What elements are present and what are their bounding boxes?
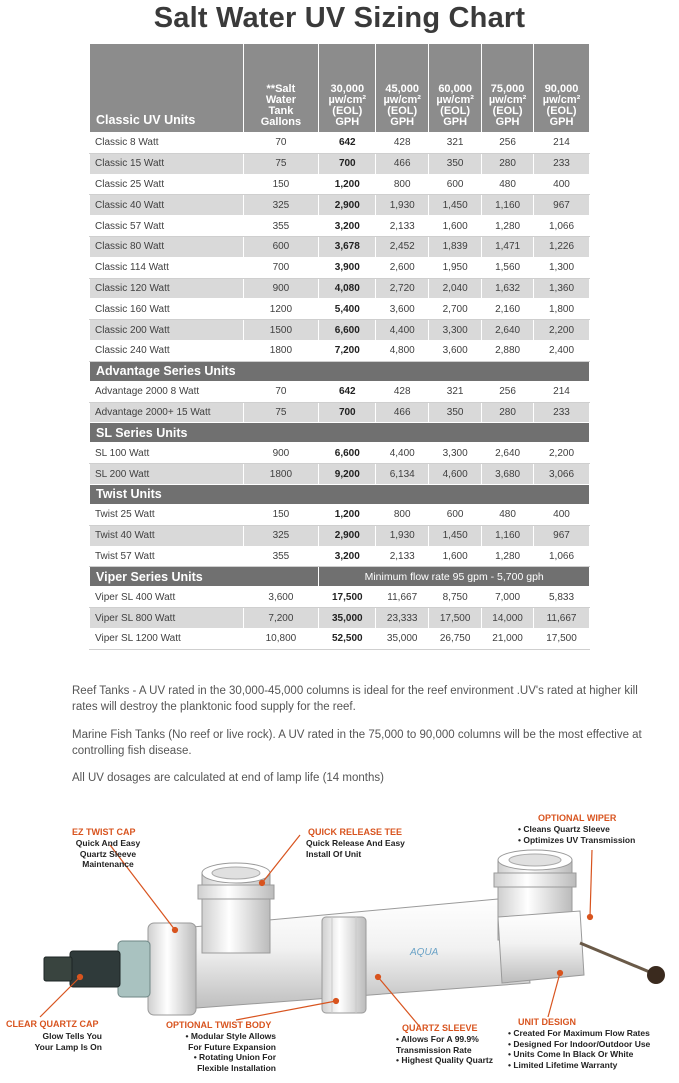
value-cell: 1,280	[482, 216, 534, 237]
value-cell: 1,200	[319, 504, 376, 525]
value-cell: 3,600	[376, 299, 429, 320]
value-cell: 4,400	[376, 443, 429, 464]
header-line: GPH	[335, 116, 360, 128]
value-cell: 9,200	[319, 464, 376, 485]
header-col-2	[319, 44, 376, 133]
value-cell: 900	[243, 443, 319, 464]
value-cell: 700	[243, 257, 319, 278]
value-cell: 21,000	[482, 628, 534, 649]
callout-line: Quick And Easy	[75, 838, 141, 848]
value-cell: 14,000	[482, 608, 534, 629]
value-cell: 4,080	[319, 278, 376, 299]
header-line: Water	[265, 94, 296, 106]
header-line: (EOL)	[332, 105, 363, 117]
clear-quartz-cap-text	[2, 1031, 102, 1052]
table-row	[90, 587, 590, 608]
value-cell: 214	[534, 133, 590, 154]
value-cell: 4,600	[429, 464, 482, 485]
header-col-3	[376, 44, 429, 133]
callout-line: • Rotating Union For	[193, 1052, 276, 1062]
section-label: Advantage Series Units	[90, 361, 590, 381]
value-cell: 1,930	[376, 525, 429, 546]
header-line: 90,000	[544, 83, 579, 95]
value-cell: 1,360	[534, 278, 590, 299]
clear-quartz-cap-title: CLEAR QUARTZ CAP	[6, 1019, 99, 1029]
value-cell: 642	[319, 133, 376, 154]
unit-name-cell: Advantage 2000+ 15 Watt	[90, 402, 244, 423]
uv-sizing-table	[89, 43, 590, 650]
table-row	[90, 402, 590, 423]
header-line: Tank	[268, 105, 294, 117]
value-cell: 700	[319, 153, 376, 174]
callout-line: • Modular Style Allows	[185, 1031, 276, 1041]
callout-line: Glow Tells You	[42, 1031, 102, 1041]
value-cell: 428	[376, 133, 429, 154]
value-cell: 1,600	[429, 546, 482, 567]
value-cell: 600	[243, 236, 319, 257]
value-cell: 8,750	[429, 587, 482, 608]
table-row	[90, 525, 590, 546]
value-cell: 5,833	[534, 587, 590, 608]
table-row	[90, 236, 590, 257]
value-cell: 1,471	[482, 236, 534, 257]
value-cell: 1,450	[429, 195, 482, 216]
header-line: (EOL)	[546, 105, 577, 117]
value-cell: 2,200	[534, 443, 590, 464]
table-row	[90, 340, 590, 361]
value-cell: 7,200	[243, 608, 319, 629]
value-cell: 967	[534, 195, 590, 216]
value-cell: 233	[534, 153, 590, 174]
value-cell: 355	[243, 546, 319, 567]
value-cell: 75	[243, 402, 319, 423]
optional-wiper-text	[518, 824, 635, 845]
callout-line: For Future Expansion	[188, 1041, 276, 1052]
value-cell: 11,667	[534, 608, 590, 629]
chart-title: Salt Water UV Sizing Chart	[153, 2, 526, 34]
section-label: Viper Series Units	[90, 567, 319, 587]
value-cell: 7,200	[319, 340, 376, 361]
value-cell: 3,680	[482, 464, 534, 485]
value-cell: 1,200	[319, 174, 376, 195]
section-label: Twist Units	[90, 484, 590, 504]
value-cell: 17,500	[319, 587, 376, 608]
clear-quartz-cap	[118, 941, 150, 997]
quick-release-tee-text	[306, 838, 405, 859]
optional-twist-body-title: OPTIONAL TWIST BODY	[166, 1020, 272, 1030]
unit-name-cell: Advantage 2000 8 Watt	[90, 381, 244, 402]
value-cell: 1800	[243, 464, 319, 485]
callout-line: Maintenance	[82, 859, 134, 869]
section-header-row	[90, 423, 590, 443]
value-cell: 1,066	[534, 216, 590, 237]
value-cell: 3,900	[319, 257, 376, 278]
value-cell: 280	[482, 153, 534, 174]
value-cell: 350	[429, 153, 482, 174]
value-cell: 6,600	[319, 443, 376, 464]
table-row	[90, 299, 590, 320]
callout-line: • Allows For A 99.9%	[396, 1034, 479, 1044]
value-cell: 1,226	[534, 236, 590, 257]
value-cell: 400	[534, 174, 590, 195]
value-cell: 1,300	[534, 257, 590, 278]
value-cell: 4,400	[376, 320, 429, 341]
value-cell: 2,900	[319, 195, 376, 216]
value-cell: 480	[482, 174, 534, 195]
section-header-row	[90, 567, 590, 587]
value-cell: 480	[482, 504, 534, 525]
callout-line: Quartz Sleeve	[79, 848, 137, 859]
header-col-6	[534, 44, 590, 133]
unit-name-cell: Classic 240 Watt	[90, 340, 244, 361]
callout-line: Transmission Rate	[396, 1044, 472, 1055]
value-cell: 642	[319, 381, 376, 402]
value-cell: 26,750	[429, 628, 482, 649]
unit-name-cell: Classic 57 Watt	[90, 216, 244, 237]
value-cell: 23,333	[376, 608, 429, 629]
value-cell: 2,040	[429, 278, 482, 299]
callout-line: Your Lamp Is On	[34, 1041, 102, 1052]
value-cell: 2,640	[482, 320, 534, 341]
value-cell: 6,600	[319, 320, 376, 341]
value-cell: 1,632	[482, 278, 534, 299]
value-cell: 400	[534, 504, 590, 525]
table-row	[90, 320, 590, 341]
value-cell: 350	[429, 402, 482, 423]
dosage-note: All UV dosages are calculated at end of lamp life (14 months)	[72, 772, 384, 784]
value-cell: 256	[482, 133, 534, 154]
unit-name-cell: Viper SL 1200 Watt	[90, 628, 244, 649]
value-cell: 3,300	[429, 443, 482, 464]
header-line: Gallons	[260, 116, 302, 128]
callout-line: • Created For Maximum Flow Rates	[508, 1028, 650, 1038]
value-cell: 6,134	[376, 464, 429, 485]
table-row	[90, 464, 590, 485]
unit-name-cell: Classic 80 Watt	[90, 236, 244, 257]
header-line: µw/cm²	[436, 94, 474, 106]
callout-line: Quick Release And Easy	[306, 838, 405, 848]
value-cell: 2,452	[376, 236, 429, 257]
table-header-row	[90, 44, 590, 133]
table-row	[90, 443, 590, 464]
value-cell: 325	[243, 525, 319, 546]
header-line: µw/cm²	[542, 94, 581, 106]
value-cell: 2,640	[482, 443, 534, 464]
header-line: 30,000	[330, 83, 365, 95]
optional-wiper-title: OPTIONAL WIPER	[538, 813, 617, 823]
value-cell: 2,400	[534, 340, 590, 361]
table-body	[90, 133, 590, 650]
header-col-1	[243, 44, 319, 133]
unit-name-cell: Classic 15 Watt	[90, 153, 244, 174]
table-row	[90, 608, 590, 629]
value-cell: 2,200	[534, 320, 590, 341]
value-cell: 7,000	[482, 587, 534, 608]
unit-name-cell: Classic 40 Watt	[90, 195, 244, 216]
ez-twist-collar	[148, 923, 196, 1015]
table-row	[90, 278, 590, 299]
unit-name-cell: Twist 25 Watt	[90, 504, 244, 525]
value-cell: 1,800	[534, 299, 590, 320]
callout-line: • Designed For Indoor/Outdoor Use	[508, 1038, 651, 1049]
value-cell: 1,930	[376, 195, 429, 216]
reef-tanks-note: Reef Tanks - A UV rated in the 30,000-45,000 columns is ideal for the reef environment .UV's rated at higher kill rates will destroy the planktonic food supply for the reef.	[72, 685, 638, 713]
table-row	[90, 195, 590, 216]
value-cell: 3,600	[429, 340, 482, 361]
optional-twist-body-text	[160, 1031, 276, 1073]
value-cell: 1,280	[482, 546, 534, 567]
header-line: 75,000	[490, 83, 525, 95]
unit-name-cell: Twist 57 Watt	[90, 546, 244, 567]
value-cell: 800	[376, 174, 429, 195]
table-row	[90, 504, 590, 525]
value-cell: 1,160	[482, 195, 534, 216]
value-cell: 3,200	[319, 216, 376, 237]
value-cell: 1,560	[482, 257, 534, 278]
value-cell: 325	[243, 195, 319, 216]
value-cell: 321	[429, 381, 482, 402]
value-cell: 4,800	[376, 340, 429, 361]
quartz-sleeve-text	[396, 1034, 493, 1066]
value-cell: 600	[429, 504, 482, 525]
value-cell: 214	[534, 381, 590, 402]
value-cell: 2,160	[482, 299, 534, 320]
table-row	[90, 216, 590, 237]
header-line: 45,000	[385, 83, 420, 95]
value-cell: 1,066	[534, 546, 590, 567]
header-line: **Salt	[266, 83, 296, 95]
value-cell: 2,133	[376, 216, 429, 237]
callout-line: • Units Come In Black Or White	[508, 1049, 634, 1059]
value-cell: 280	[482, 402, 534, 423]
header-line: Classic UV Units	[96, 113, 196, 127]
header-line: µw/cm²	[488, 94, 527, 106]
value-cell: 1,950	[429, 257, 482, 278]
header-line: (EOL)	[440, 105, 471, 117]
value-cell: 900	[243, 278, 319, 299]
value-cell: 428	[376, 381, 429, 402]
section-label: SL Series Units	[90, 423, 590, 443]
value-cell: 466	[376, 153, 429, 174]
value-cell: 150	[243, 174, 319, 195]
value-cell: 10,800	[243, 628, 319, 649]
unit-name-cell: Classic 120 Watt	[90, 278, 244, 299]
header-col-4	[429, 44, 482, 133]
value-cell: 1,450	[429, 525, 482, 546]
value-cell: 967	[534, 525, 590, 546]
unit-design-text	[508, 1028, 650, 1070]
value-cell: 1,600	[429, 216, 482, 237]
value-cell: 3,600	[243, 587, 319, 608]
value-cell: 2,600	[376, 257, 429, 278]
unit-name-cell: Classic 8 Watt	[90, 133, 244, 154]
value-cell: 233	[534, 402, 590, 423]
header-line: GPH	[549, 116, 574, 128]
value-cell: 3,300	[429, 320, 482, 341]
uv-unit-diagram	[0, 805, 679, 1083]
marine-tanks-note: Marine Fish Tanks (No reef or live rock). A UV rated in the 75,000 to 90,000 columns will be the most effective at controlling fish disease.	[72, 729, 642, 757]
table-row	[90, 174, 590, 195]
value-cell: 2,133	[376, 546, 429, 567]
value-cell: 600	[429, 174, 482, 195]
table-row	[90, 133, 590, 154]
callout-line: • Cleans Quartz Sleeve	[518, 824, 610, 834]
header-line: µw/cm²	[328, 94, 367, 106]
quartz-sleeve-title: QUARTZ SLEEVE	[402, 1023, 478, 1033]
ez-twist-cap-title: EZ TWIST CAP	[72, 827, 136, 837]
value-cell: 700	[319, 402, 376, 423]
unit-name-cell: Classic 200 Watt	[90, 320, 244, 341]
header-line: µw/cm²	[383, 94, 421, 106]
ez-twist-cap-text	[58, 838, 158, 870]
unit-name-cell: SL 100 Watt	[90, 443, 244, 464]
header-line: GPH	[390, 116, 415, 128]
callout-line: • Limited Lifetime Warranty	[508, 1059, 618, 1070]
unit-name-cell: Classic 160 Watt	[90, 299, 244, 320]
value-cell: 800	[376, 504, 429, 525]
wiper-knob	[647, 966, 665, 984]
callout-line: Install Of Unit	[306, 848, 362, 859]
value-cell: 2,700	[429, 299, 482, 320]
header-line: (EOL)	[492, 105, 523, 117]
header-line: GPH	[443, 116, 468, 128]
value-cell: 321	[429, 133, 482, 154]
value-cell: 1500	[243, 320, 319, 341]
unit-name-cell: Viper SL 800 Watt	[90, 608, 244, 629]
unit-design-title: UNIT DESIGN	[518, 1017, 577, 1027]
table-row	[90, 628, 590, 649]
table-row	[90, 381, 590, 402]
value-cell: 355	[243, 216, 319, 237]
unit-name-cell: Classic 114 Watt	[90, 257, 244, 278]
value-cell: 35,000	[376, 628, 429, 649]
header-line: (EOL)	[387, 105, 418, 117]
value-cell: 17,500	[429, 608, 482, 629]
table-row	[90, 546, 590, 567]
value-cell: 17,500	[534, 628, 590, 649]
section-note: Minimum flow rate 95 gpm - 5,700 gph	[319, 567, 590, 587]
value-cell: 1,160	[482, 525, 534, 546]
callout-line: Flexible Installation	[197, 1062, 276, 1073]
twist-union	[322, 917, 366, 1013]
value-cell: 5,400	[319, 299, 376, 320]
header-line: 60,000	[438, 83, 472, 95]
callout-line: • Optimizes UV Transmission	[518, 834, 636, 845]
quick-release-tee-title: QUICK RELEASE TEE	[308, 827, 403, 837]
value-cell: 11,667	[376, 587, 429, 608]
value-cell: 3,066	[534, 464, 590, 485]
unit-name-cell: Classic 25 Watt	[90, 174, 244, 195]
value-cell: 2,900	[319, 525, 376, 546]
value-cell: 466	[376, 402, 429, 423]
value-cell: 1,839	[429, 236, 482, 257]
table-row	[90, 153, 590, 174]
header-line: GPH	[495, 116, 520, 128]
unit-name-cell: Viper SL 400 Watt	[90, 587, 244, 608]
value-cell: 1800	[243, 340, 319, 361]
brand-label: AQUA	[410, 947, 439, 958]
value-cell: 75	[243, 153, 319, 174]
value-cell: 3,678	[319, 236, 376, 257]
table-row	[90, 257, 590, 278]
unit-name-cell: SL 200 Watt	[90, 464, 244, 485]
value-cell: 70	[243, 133, 319, 154]
callout-line: • Highest Quality Quartz	[396, 1055, 493, 1065]
value-cell: 2,880	[482, 340, 534, 361]
value-cell: 52,500	[319, 628, 376, 649]
value-cell: 2,720	[376, 278, 429, 299]
unit-name-cell: Twist 40 Watt	[90, 525, 244, 546]
header-unit-name	[90, 44, 244, 133]
header-col-5	[482, 44, 534, 133]
value-cell: 70	[243, 381, 319, 402]
value-cell: 150	[243, 504, 319, 525]
value-cell: 1200	[243, 299, 319, 320]
value-cell: 35,000	[319, 608, 376, 629]
value-cell: 3,200	[319, 546, 376, 567]
value-cell: 256	[482, 381, 534, 402]
section-header-row	[90, 361, 590, 381]
section-header-row	[90, 484, 590, 504]
